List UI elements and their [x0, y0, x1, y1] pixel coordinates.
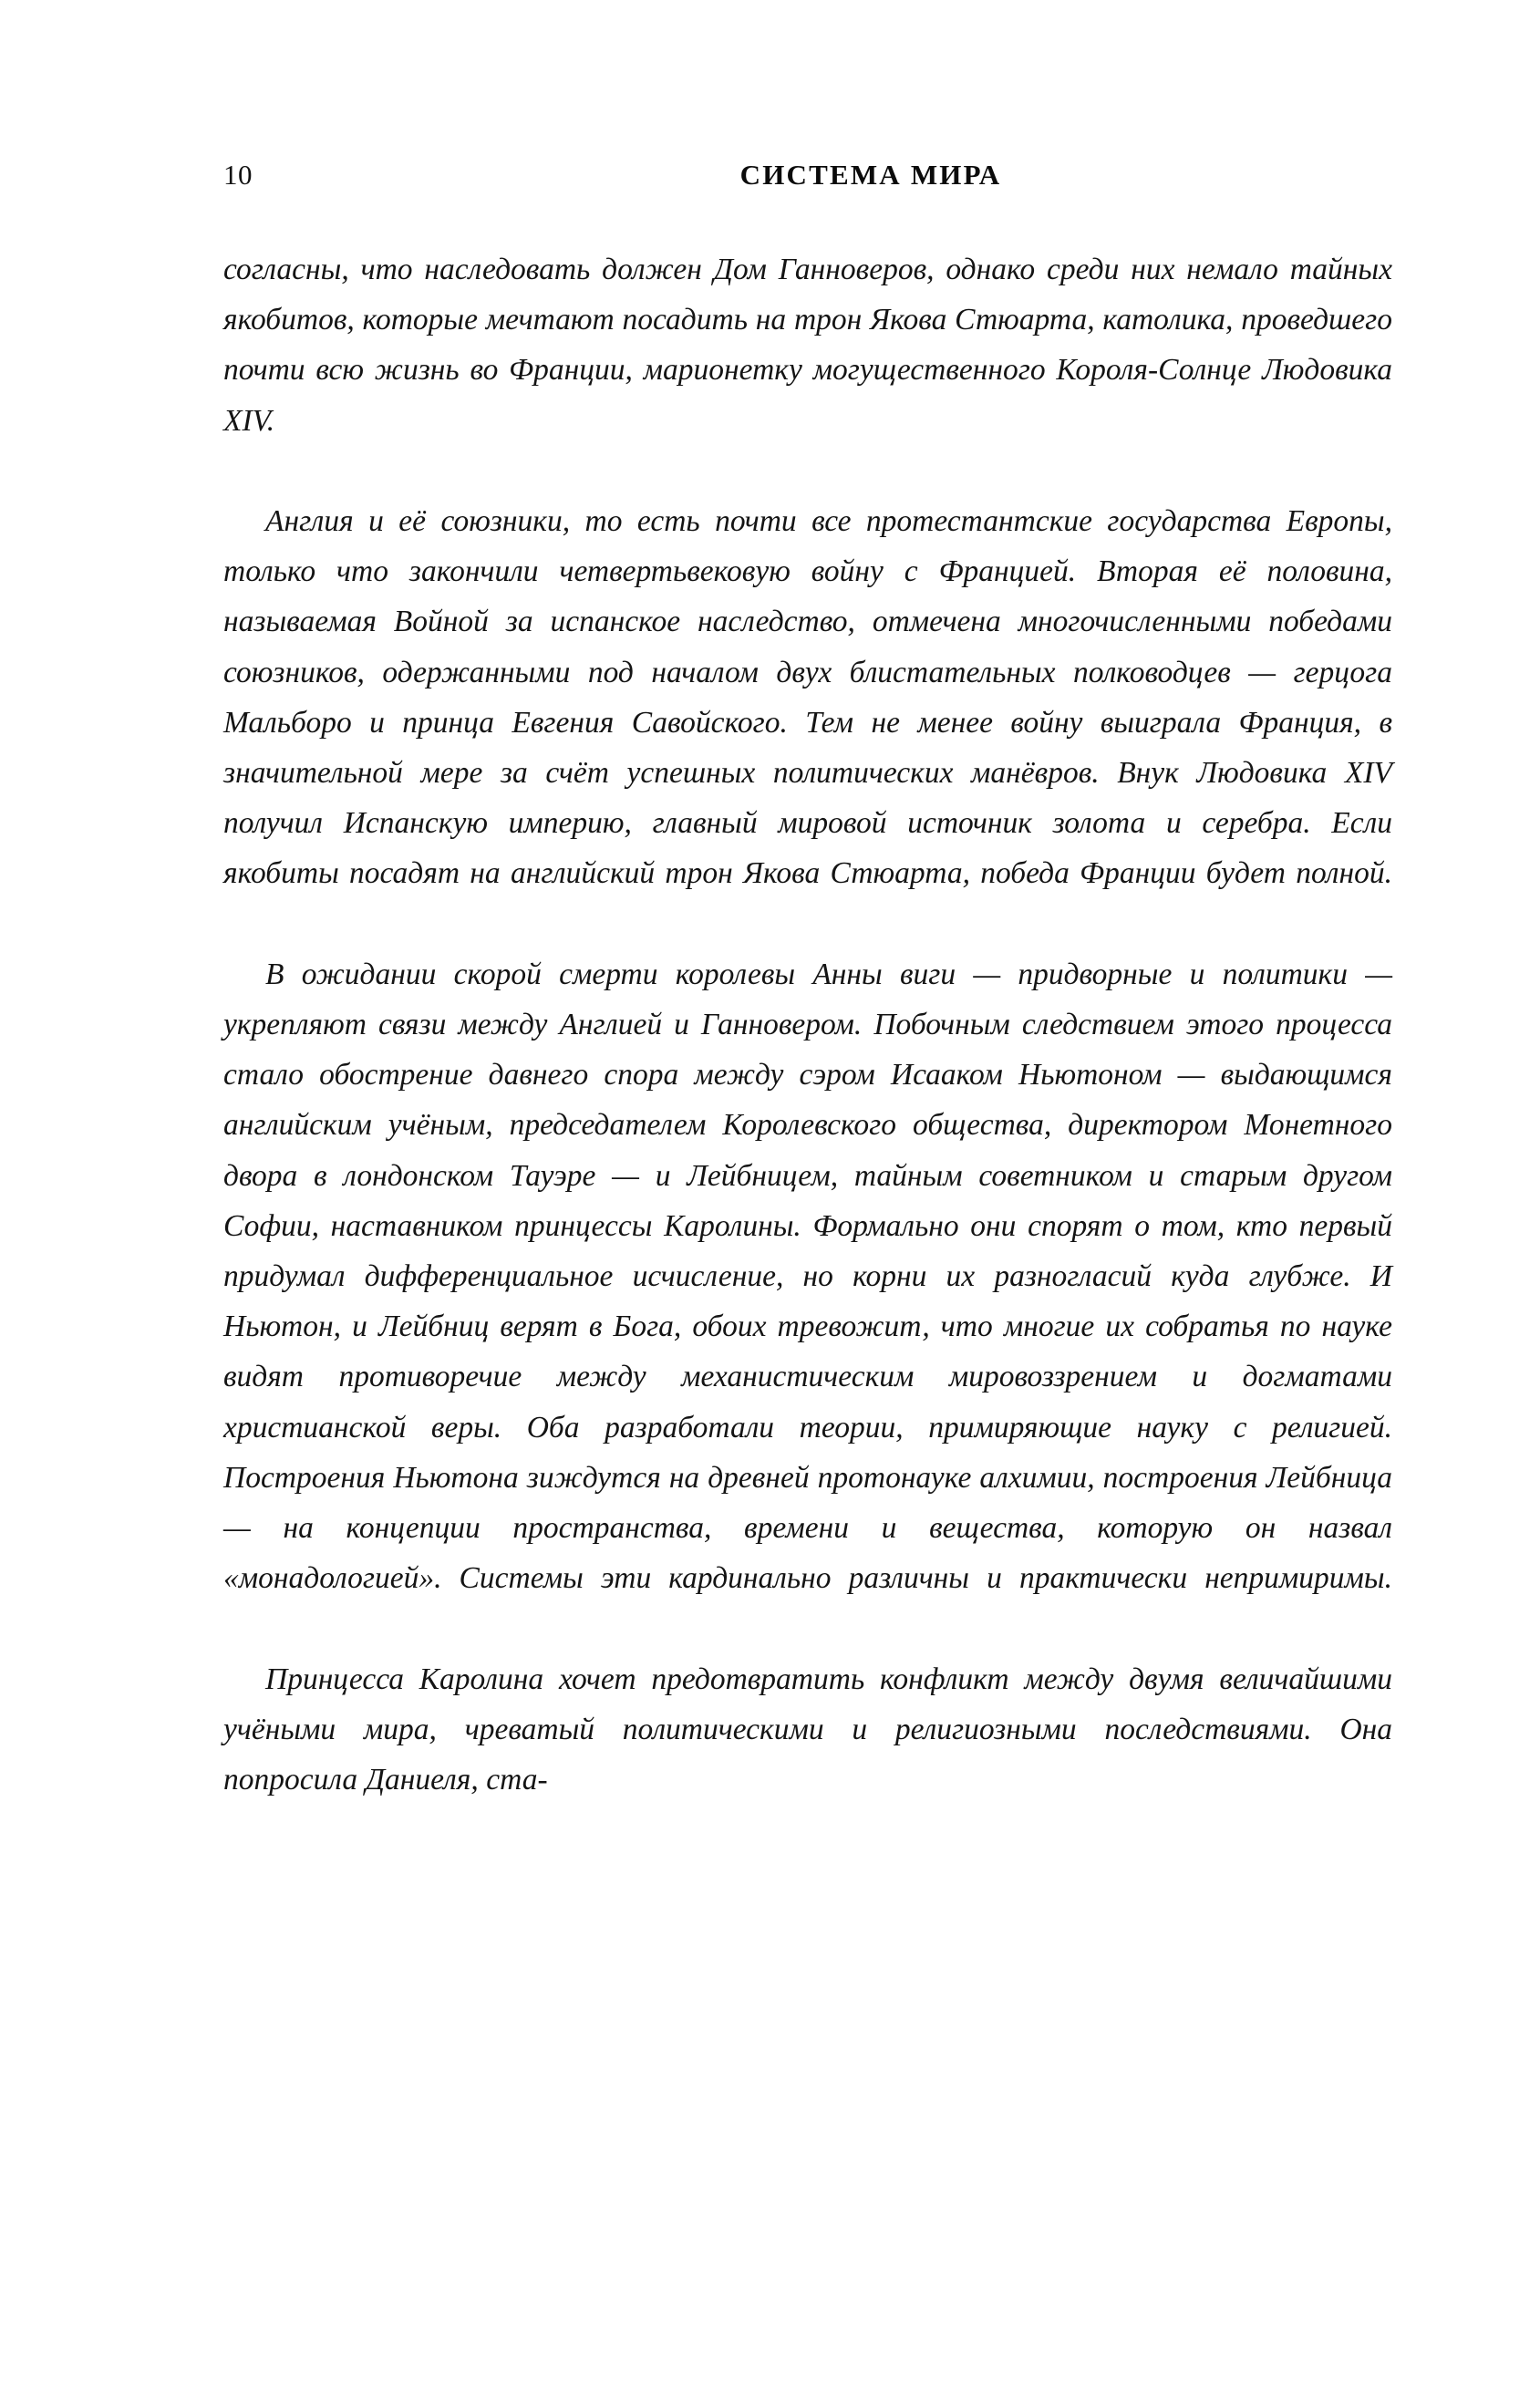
page-number: 10	[223, 159, 253, 191]
paragraph: согласны, что наследовать должен Дом Ганноверов, однако среди них немало тайных якобитов, которые мечтают посадить на трон Якова Стюарта, католика, проведшего почти всю жизнь во Франции, марионетку могущественного Короля-Солнце Людовика XIV.	[223, 253, 1392, 438]
running-title-container	[223, 161, 1390, 189]
paragraph: Англия и её союзники, то есть почти все протестантские государства Европы, только что закончили четвертьвековую войну с Францией. Вторая её половина, называемая Войной за испанское наследство, отмечена многочисленными победами союзников, одержанными под началом двух блистательных полководцев — герцога Мальборо и принца Евгения Савойского. Тем не менее войну выиграла Франция, в значительной мере за счёт успешных политических манёвров. Внук Людовика XIV получил Испанскую империю, главный мировой источник золота и серебра. Если якобиты посадят на английский трон Якова Стюарта, победа Франции будет полной.	[223, 504, 1392, 891]
paragraph: Принцесса Каролина хочет предотвратить конфликт между двумя величайшими учёными мира, чреватый политическими и религиозными последствиями. Она попросила Даниеля, ста-	[223, 1662, 1392, 1797]
body-text-block	[223, 244, 1392, 1805]
paragraph: В ожидании скорой смерти королевы Анны виги — придворные и политики — укрепляют связи между Англией и Ганновером. Побочным следствием этого процесса стало обострение давнего спора между сэром Исааком Ньютоном — выдающимся английским учёным, председателем Королевского общества, директором Монетного двора в лондонском Тауэре — и Лейбницем, тайным советником и старым другом Софии, наставником принцессы Каролины. Формально они спорят о том, кто первый придумал дифференциальное исчисление, но корни их разногласий куда глубже. И Ньютон, и Лейбниц верят в Бога, обоих тревожит, что многие их собратья по науке видят противоречие между механистическим мировоззрением и догматами христианской веры. Оба разработали теории, примиряющие науку с религией. Построения Ньютона зиждутся на древней протонауке алхимии, построения Лейбница — на концепции пространства, времени и вещества, которую он назвал «монадологией». Системы эти кардинально различны и практически непримиримы.	[223, 957, 1392, 1596]
running-title: СИСТЕМА МИРА	[739, 159, 1002, 191]
running-head	[223, 161, 1390, 202]
